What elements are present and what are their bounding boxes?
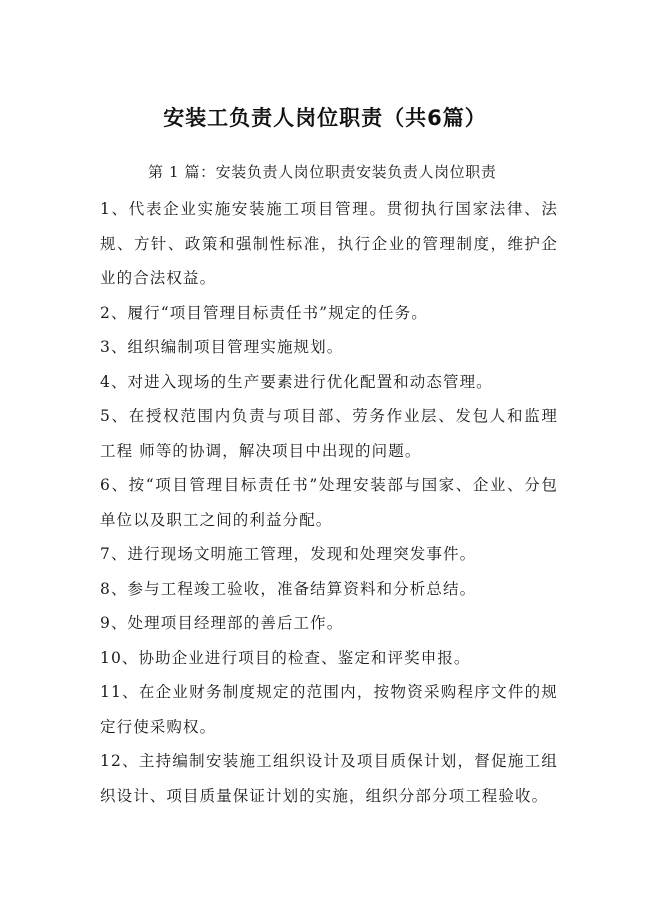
duty-item-7: 7、进行现场文明施工管理，发现和处理突发事件。 (100, 545, 477, 563)
section-subtitle: 第 1 篇：安装负责人岗位职责安装负责人岗位职责 (148, 163, 497, 181)
duty-item-6: 6、按“项目管理目标责任书”处理安装部与国家、企业、分包单位以及职工之间的利益分配。 (100, 476, 558, 529)
duty-item-1: 1、代表企业实施安装施工项目管理。贯彻执行国家法律、法规、方针、政策和强制性标准，执行企业的管理制度，维护企业的合法权益。 (100, 200, 558, 287)
duty-item-8: 8、参与工程竣工验收，准备结算资料和分析总结。 (100, 579, 477, 598)
duty-item-5: 5、在授权范围内负责与项目部、劳务作业层、发包人和监理工程 师等的协调，解决项目中出现的问题。 (100, 407, 558, 460)
document-title: 安装工负责人岗位职责（共6篇） (163, 106, 487, 130)
duty-item-4: 4、对进入现场的生产要素进行优化配置和动态管理。 (100, 372, 493, 391)
duty-item-3: 3、组织编制项目管理实施规划。 (100, 338, 344, 356)
duty-item-12: 12、主持编制安装施工组织设计及项目质保计划，督促施工组织设计、项目质量保证计划的实施，组织分部分项工程验收。 (100, 752, 558, 805)
document-body (100, 192, 558, 813)
duty-item-2: 2、履行“项目管理目标责任书”规定的任务。 (100, 303, 428, 322)
duty-item-11: 11、在企业财务制度规定的范围内，按物资采购程序文件的规定行使采购权。 (100, 683, 558, 736)
duty-item-9: 9、处理项目经理部的善后工作。 (100, 614, 344, 632)
duty-item-10: 10、协助企业进行项目的检查、鉴定和评奖申报。 (100, 648, 471, 667)
